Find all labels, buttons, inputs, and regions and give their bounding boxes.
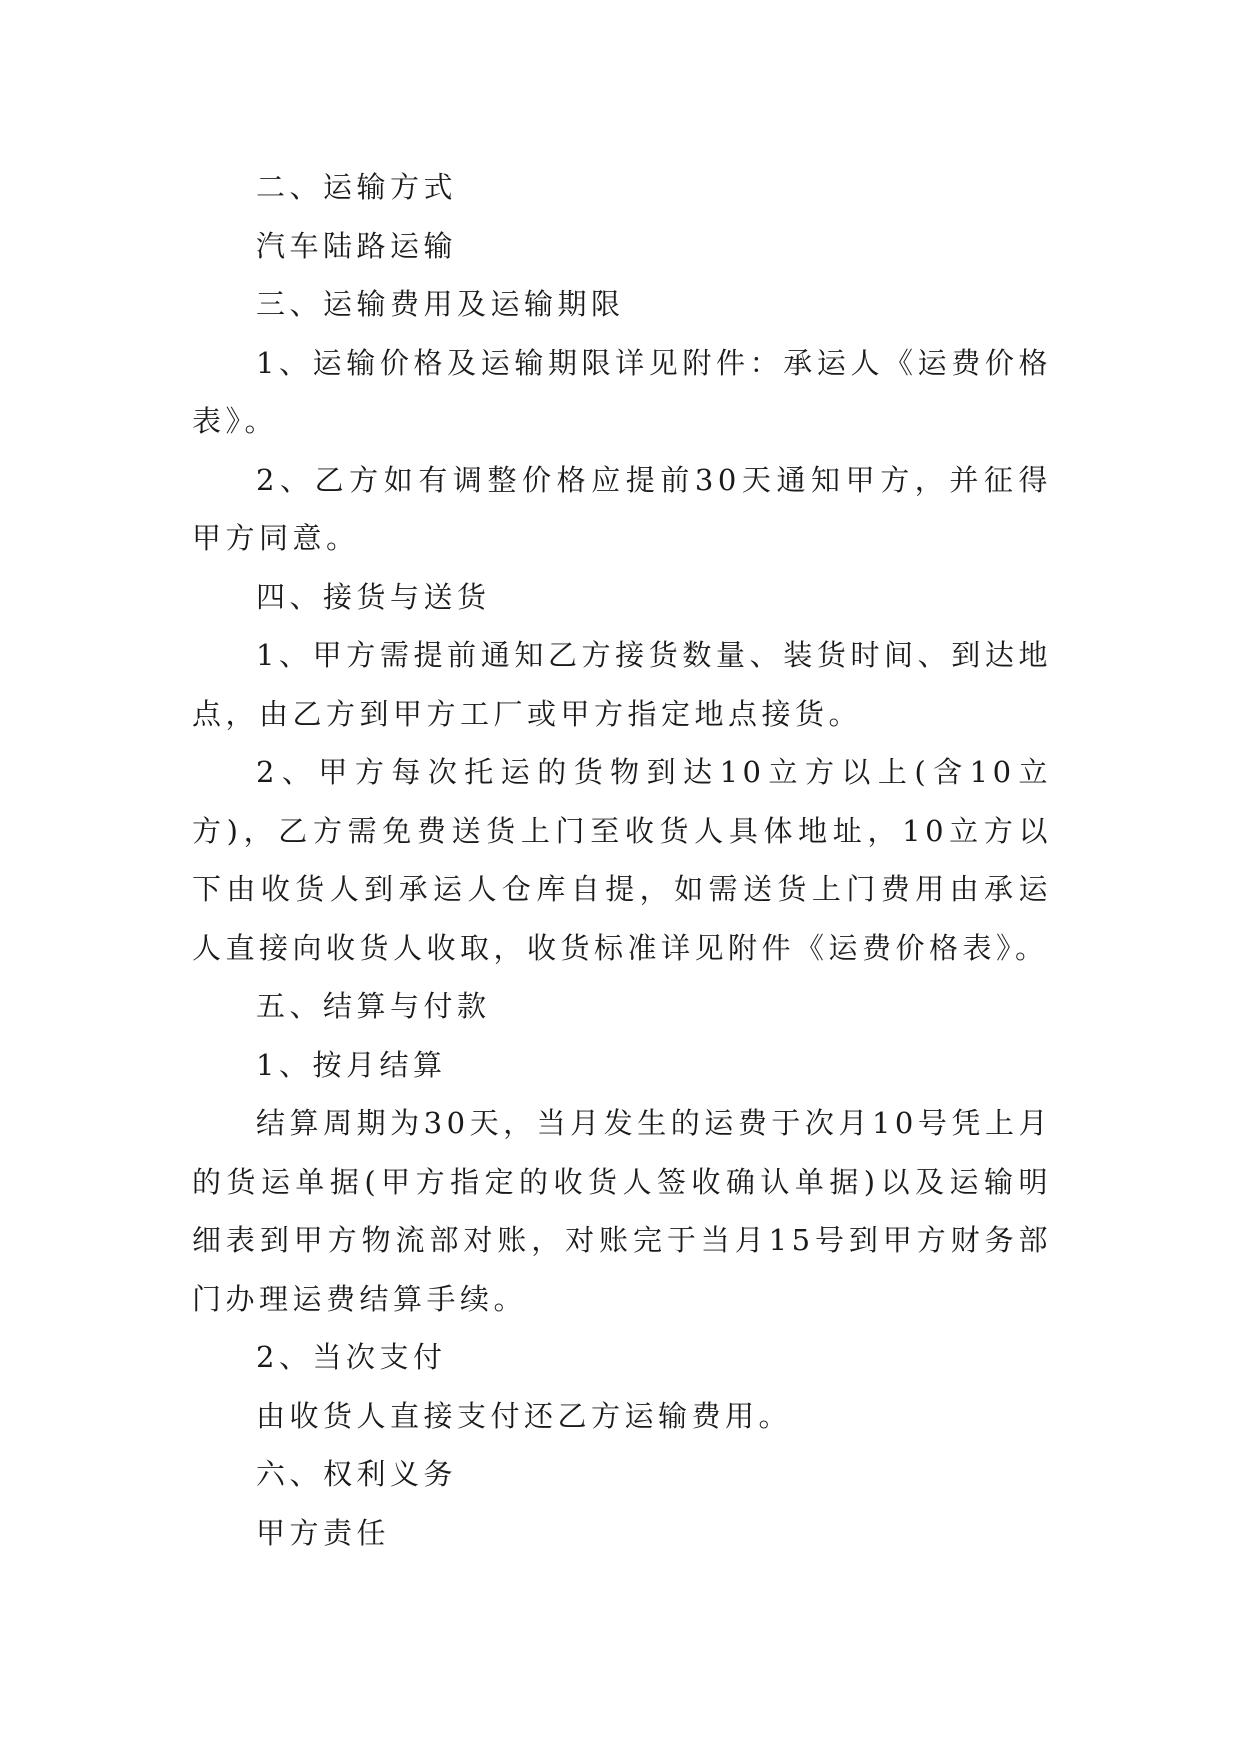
paragraph-monthly-settlement: 1、按月结算: [256, 1047, 447, 1082]
paragraph-consignee-payment: 由收货人直接支付还乙方运输费用。: [256, 1398, 793, 1433]
paragraph-delivery-terms: 2、甲方每次托运的货物到达10立方以上(含10立方)，乙方需免费送货上门至收货人具体地址，10立方以下由收货人到承运人仓库自提，如需送货上门费用由承运人直接向收货人收取，收货标准详见附件《运费价格表》。: [192, 755, 1052, 965]
paragraph-price-adjustment: 2、乙方如有调整价格应提前30天通知甲方，并征得甲方同意。: [192, 462, 1052, 555]
paragraph-party-a-duties: 甲方责任: [256, 1515, 391, 1550]
section-heading-transport-method: 二、运输方式: [256, 170, 458, 204]
paragraph-settlement-cycle: 结算周期为30天，当月发生的运费于次月10号凭上月的货运单据(甲方指定的收货人签收确认单据)以及运输明细表到甲方物流部对账，对账完于当月15号到甲方财务部门办理运费结算手续。: [192, 1106, 1052, 1316]
paragraph-pickup-notice: 1、甲方需提前通知乙方接货数量、装货时间、到达地点，由乙方到甲方工厂或甲方指定地点接货。: [192, 638, 1052, 731]
section-heading-rights-obligations: 六、权利义务: [256, 1457, 458, 1491]
section-heading-pickup-delivery: 四、接货与送货: [256, 579, 491, 614]
document-body: [192, 158, 1052, 1562]
section-heading-settlement: 五、结算与付款: [256, 989, 491, 1023]
paragraph-per-shipment-payment: 2、当次支付: [256, 1340, 447, 1374]
paragraph-transport-mode: 汽车陆路运输: [256, 228, 458, 263]
paragraph-price-and-period: 1、运输价格及运输期限详见附件：承运人《运费价格表》。: [192, 345, 1052, 438]
section-heading-fees-and-period: 三、运输费用及运输期限: [256, 287, 625, 321]
